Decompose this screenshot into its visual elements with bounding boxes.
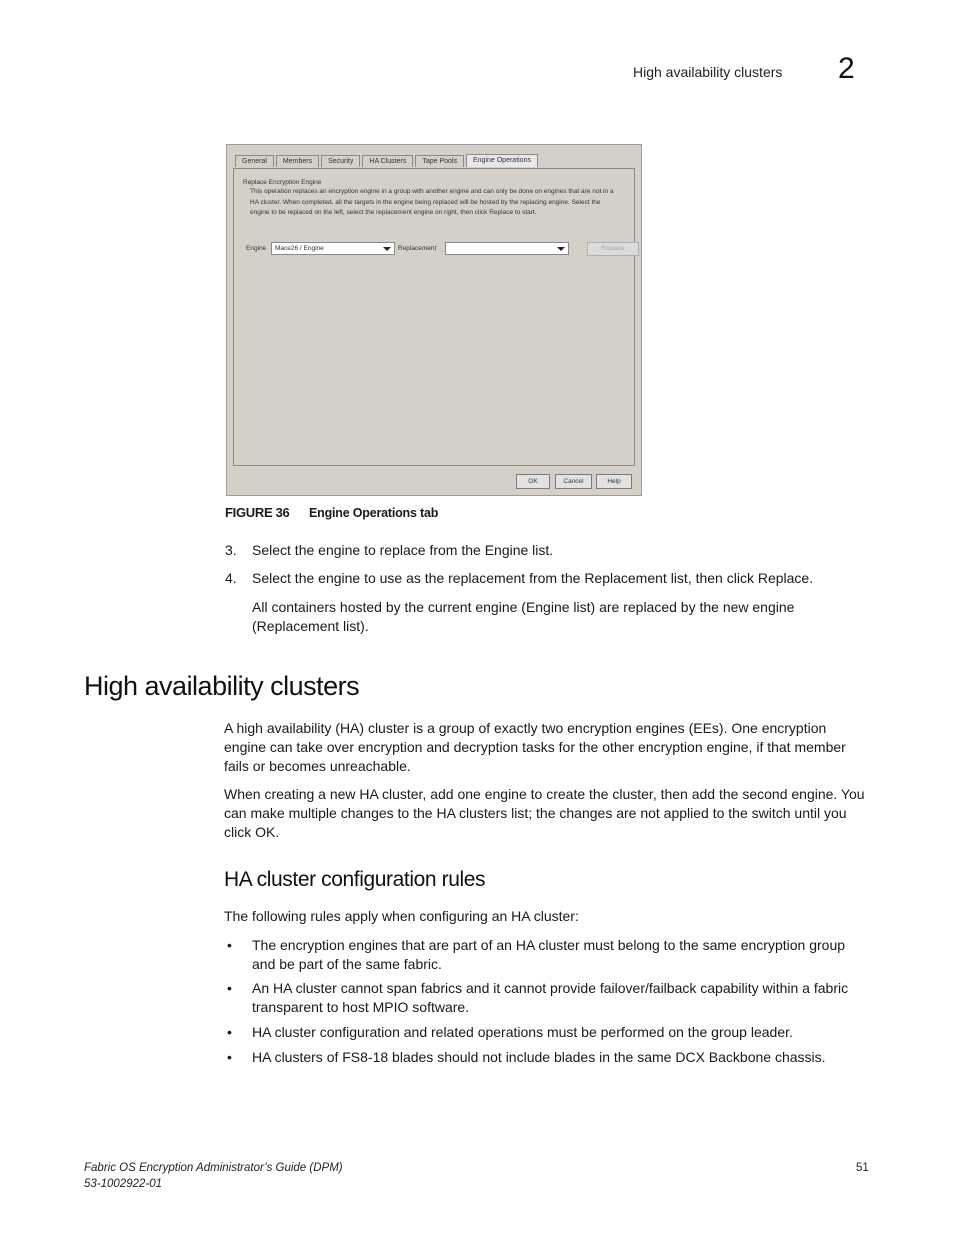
step-number: 4. [225,570,237,586]
step-4-note [252,598,862,636]
step-text: Select the engine to use as the replacement from the Replacement list, then click Replace. [252,570,814,586]
section-paragraph-1: A high availability (HA) cluster is a group of exactly two encryption engines (EEs). One encryption engine can take over encryption and decryption tasks for the other encryption engine, if that member fails or becomes unreachable. [224,720,846,774]
engine-dropdown[interactable] [271,242,395,255]
engine-selection-row [246,242,632,256]
engine-label: Engine [246,245,267,252]
tab-general[interactable]: General [235,155,274,167]
chevron-down-icon [557,247,565,251]
step-number: 3. [225,542,237,558]
list-item-text: The encryption engines that are part of an HA cluster must belong to the same encryption group and be part of the same fabric. [252,937,846,972]
running-header-title: High availability clusters [633,64,783,80]
chevron-down-icon [383,247,391,251]
cancel-button[interactable]: Cancel [555,474,592,489]
help-button[interactable]: Help [596,474,632,489]
footer-page-number: 51 [856,1162,869,1174]
replacement-label: Replacement [398,245,437,252]
replace-engine-group-title: Replace Encryption Engine [243,179,322,186]
footer-doc-number: 53-1002922-01 [84,1178,163,1190]
step-text: Select the engine to replace from the Engine list. [252,542,554,558]
chapter-number: 2 [838,52,855,85]
bullet-icon: • [227,1049,232,1065]
replace-engine-description: This operation replaces an encryption engine in a group with another engine and can only be done on engines that are not in a HA cluster. When completed, all the targets in the engine being replaced will be hosted by the replacing engine. Select the engine to be replaced on the left, select the replacement engine on right, then click Replace to start. [250,188,614,217]
replace-engine-empty-area [242,263,626,458]
tab-members[interactable]: Members [276,155,319,167]
engine-operations-panel [233,168,635,466]
bullet-icon: • [227,937,232,953]
step-note-line-1: All containers hosted by the current engine (Engine list) are replaced by the new engine [252,599,795,615]
subsection-heading: HA cluster configuration rules [224,868,486,891]
list-item-text: An HA cluster cannot span fabrics and it cannot provide failover/failback capability within a fabric transparent to host MPIO software. [252,980,849,1015]
figure-label: FIGURE 36 [225,505,290,520]
list-item-text: HA clusters of FS8-18 blades should not include blades in the same DCX Backbone chassis. [252,1049,826,1065]
replace-button[interactable]: Replace [587,242,639,256]
list-item-text: HA cluster configuration and related operations must be performed on the group leader. [252,1024,793,1040]
tab-engine-operations[interactable]: Engine Operations [466,154,538,167]
tab-security[interactable]: Security [321,155,360,167]
footer-doc-title: Fabric OS Encryption Administrator’s Guide (DPM) [84,1162,343,1174]
ok-button[interactable]: OK [516,474,550,489]
engine-operations-dialog-screenshot [226,144,642,496]
section-paragraph-2: When creating a new HA cluster, add one engine to create the cluster, then add the second engine. You can make multiple changes to the HA clusters list; the changes are not applied to the switch until you click OK. [224,786,865,840]
tab-ha-clusters[interactable]: HA Clusters [362,155,413,167]
dialog-tab-strip [235,155,540,168]
subsection-intro: The following rules apply when configuring an HA cluster: [224,908,579,924]
replacement-dropdown[interactable] [445,242,569,255]
figure-title: Engine Operations tab [309,506,439,520]
tab-tape-pools[interactable]: Tape Pools [415,155,464,167]
figure-caption [225,505,438,520]
step-note-line-2: (Replacement list). [252,618,369,634]
engine-dropdown-value: Mace26 / Engine [275,245,324,252]
bullet-icon: • [227,1024,232,1040]
section-heading: High availability clusters [84,671,360,701]
bullet-icon: • [227,980,232,996]
